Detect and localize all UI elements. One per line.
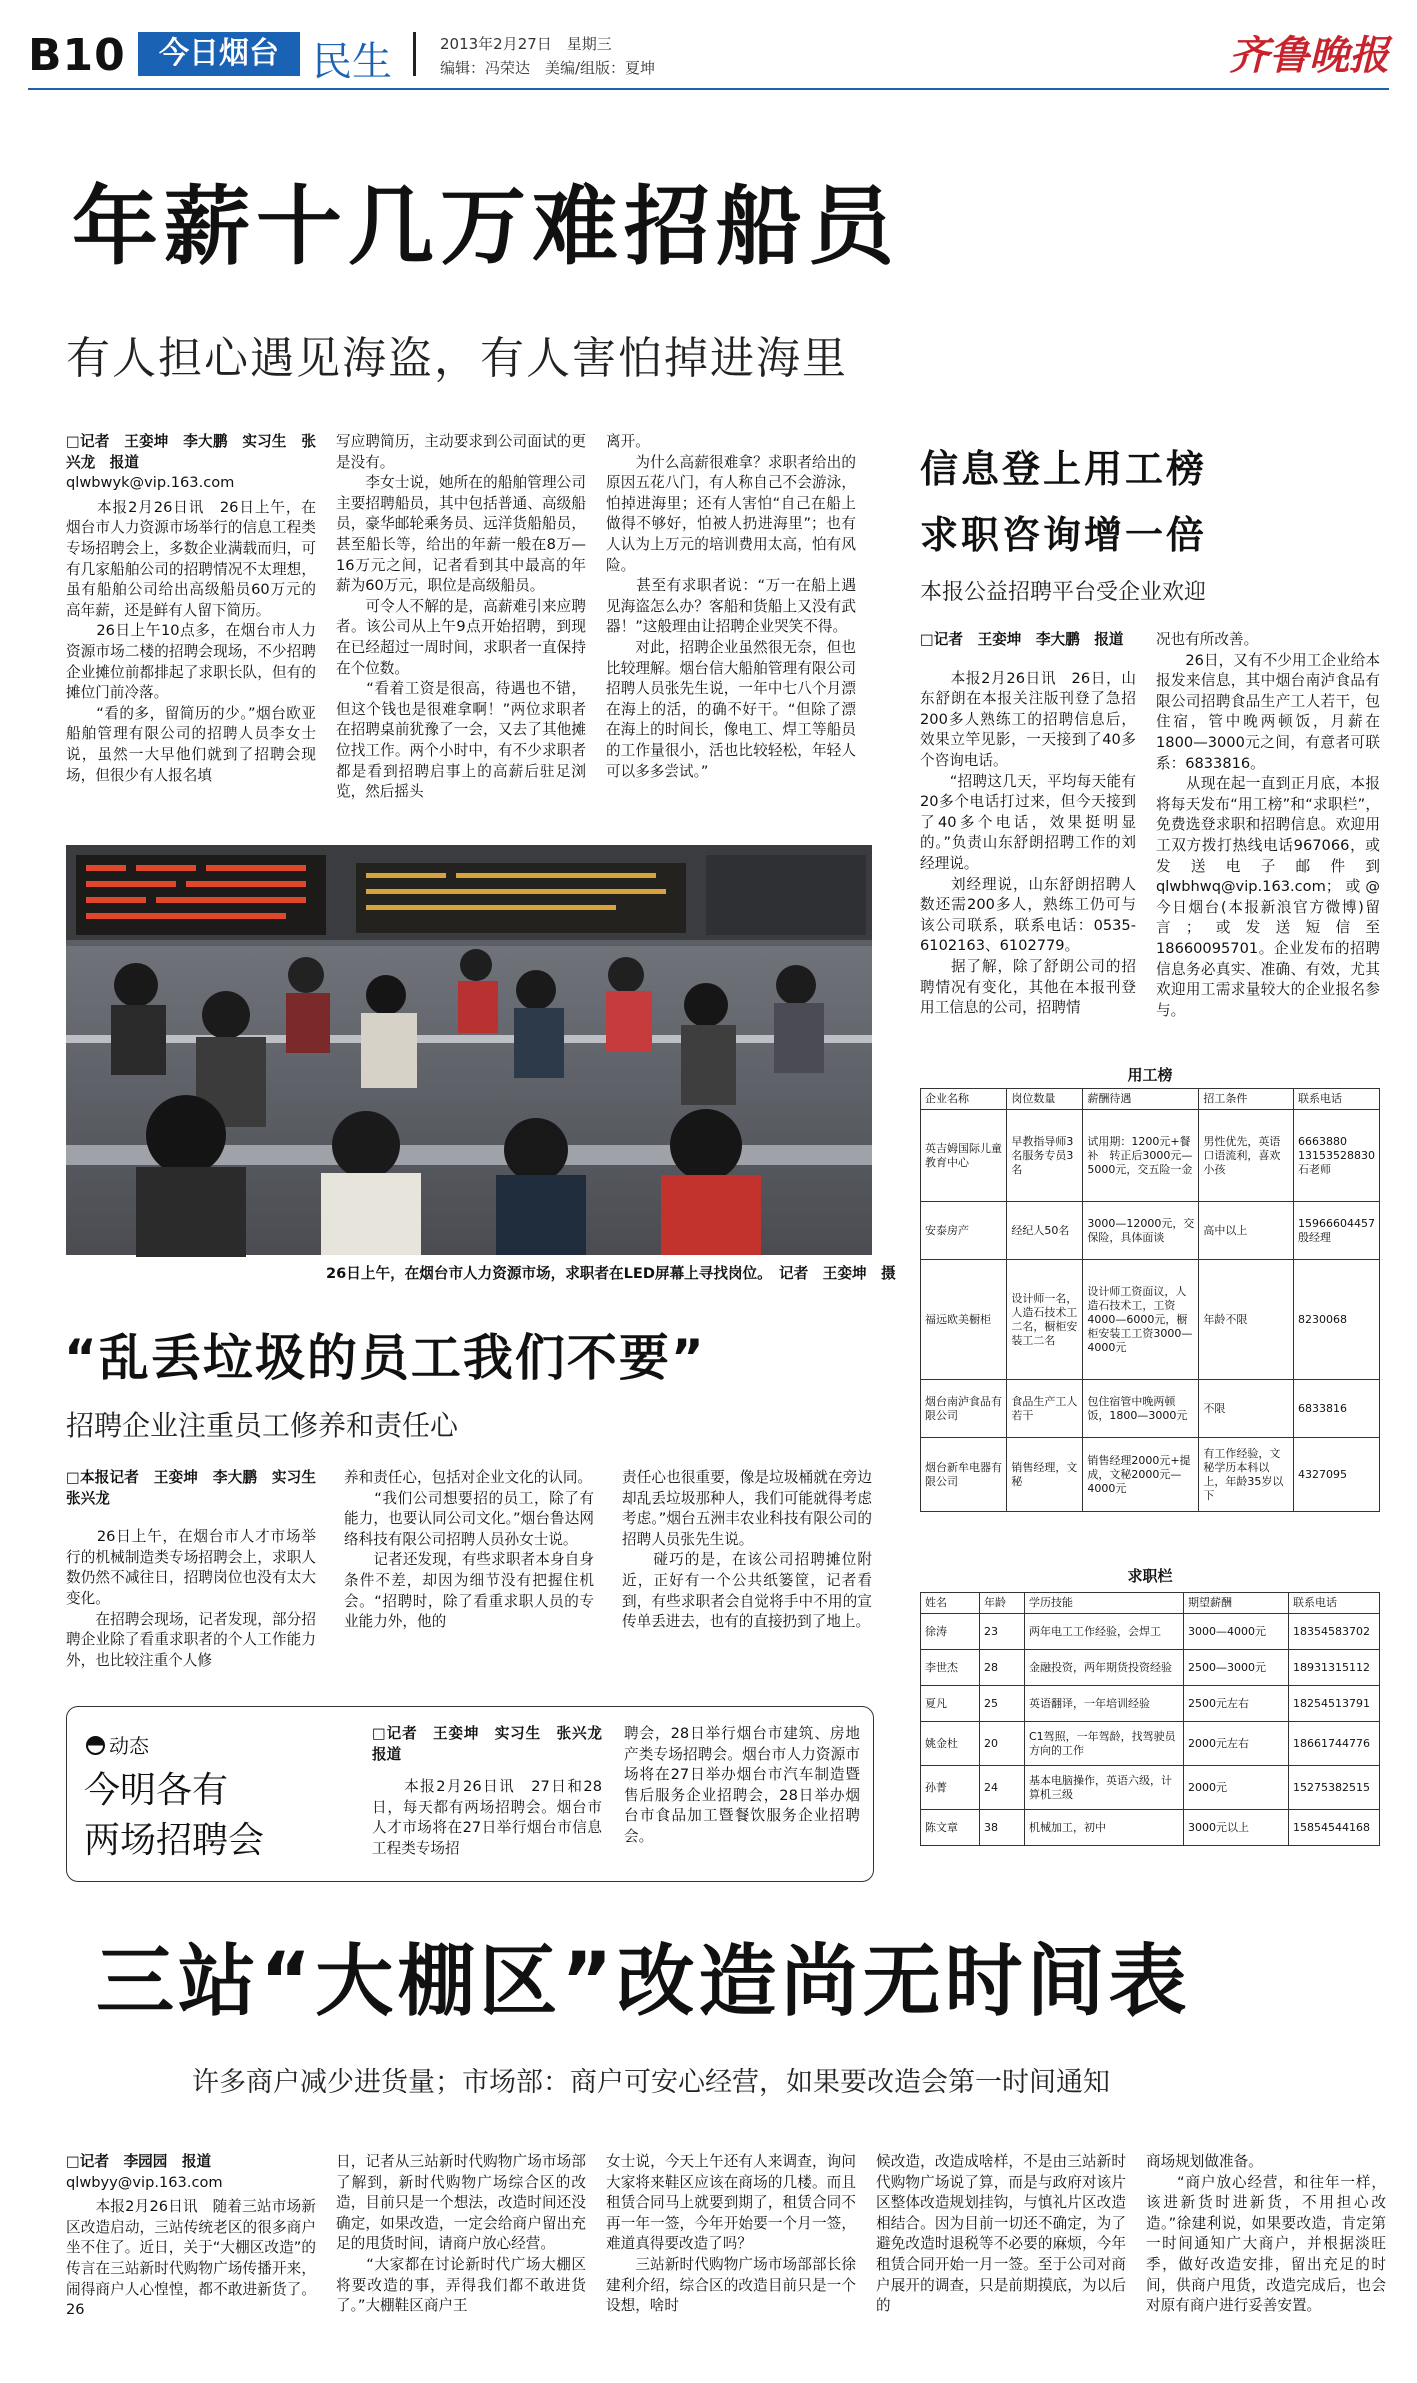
table-cell: 销售经理，文秘 (1007, 1438, 1083, 1512)
article-column (66, 432, 316, 832)
table-cell: 早教指导师3名服务专员3名 (1007, 1110, 1083, 1202)
table-cell: 3000元以上 (1184, 1810, 1289, 1846)
column-header: 薪酬待遇 (1083, 1089, 1199, 1110)
table-cell: 夏凡 (921, 1686, 980, 1722)
table-cell: 20 (980, 1722, 1025, 1766)
table-row (921, 1110, 1380, 1202)
column-header: 联系电话 (1294, 1089, 1380, 1110)
column-header: 联系电话 (1289, 1593, 1380, 1614)
table-header-row (921, 1593, 1380, 1614)
table-row (921, 1438, 1380, 1512)
table-cell: 不限 (1199, 1380, 1294, 1438)
table-cell: 经纪人50名 (1007, 1202, 1083, 1260)
table-row (921, 1380, 1380, 1438)
byline: □本报记者 王娈坤 李大鹏 实习生 张兴龙 (66, 1469, 331, 1507)
article-column (66, 1468, 331, 1698)
article-subheadline: 招聘企业注重员工修养和责任心 (66, 1409, 459, 1442)
column-text: 26日上午，在烟台市人才市场举行的机械制造类专场招聘会上，求职人数仍然不减往日，招聘岗位也没有太大变化。 在招聘会现场，记者发现，部分招聘企业除了看重求职者的个人工作能力外，也比较注重个人修 (66, 1528, 316, 1669)
table-cell: 2500元左右 (1184, 1686, 1289, 1722)
table-cell: 年龄不限 (1199, 1260, 1294, 1380)
article-column (66, 2152, 316, 2372)
table-cell: 机械加工，初中 (1025, 1810, 1184, 1846)
table-row (921, 1766, 1380, 1810)
brief-tag (86, 1730, 149, 1759)
jobs-table-title: 用工榜 (1127, 1066, 1173, 1084)
article-column (372, 1724, 617, 1874)
column-text: 商场规划做准备。 “商户放心经营，和往年一样，该进新货时进新货，不用担心改造。”徐建利说，如果要改造，肯定第一时间通知广大商户，并根据淡旺季，做好改造安排，留出充足的时间，供商户甩货，改造完成后，也会对原有商户进行妥善安置。 (1146, 2153, 1386, 2315)
column-text: 日，记者从三站新时代购物广场市场部了解到，新时代购物广场综合区的改造，目前只是一个想法，改造时间还没确定，如果改造，一定会给商户留出充足的甩货时间，请商户放心经营。 “大家都在讨论新时代广场大棚区将要改造的事，弄得我们都不敢进货了。”大棚鞋区商户王 (336, 2153, 586, 2315)
table-cell: 孙菁 (921, 1766, 980, 1810)
column-text: 本报2月26日讯 27日和28日，每天都有两场招聘会。烟台市人才市场将在27日举行烟台市信息工程类专场招 (372, 1778, 602, 1857)
table-cell: 食品生产工人若干 (1007, 1380, 1083, 1438)
table-cell: 有工作经验，文秘学历本科以上，年龄35岁以下 (1199, 1438, 1294, 1512)
column-header: 岗位数量 (1007, 1089, 1083, 1110)
header-divider (413, 32, 416, 76)
table-cell: 设计师工资面议，人造石技术工，工资4000—6000元，橱柜安装工工资3000—4000元 (1083, 1260, 1199, 1380)
table-cell: 28 (980, 1650, 1025, 1686)
table-cell: 姚金杜 (921, 1722, 980, 1766)
column-text: 写应聘简历，主动要求到公司面试的更是没有。 李女士说，她所在的船舶管理公司主要招聘船员，其中包括普通、高级船员，豪华邮轮乘务员、远洋货船船员，甚至船长等，给出的年薪一般在8万—16万元之间，记者看到其中最高的年薪为60万元，职位是高级船员。 可令人不解的是，高薪难引来应聘者。该公司从上午9点开始招聘，到现在已经超过一周时间，求职者一直保持在个位数。 “看着工资是很高，待遇也不错，但这个钱也是很难拿啊！”两位求职者在招聘桌前犹豫了一会，又去了其他摊位找工作。两个小时中，有不少求职者都是看到招聘启事上的高薪后驻足浏览，然后摇头 (336, 433, 586, 801)
article-subheadline: 许多商户减少进货量；市场部：商户可安心经营，如果要改造会第一时间通知 (192, 2067, 1110, 2098)
byline: □记者 李园园 报道 (66, 2153, 212, 2170)
tag-label: 动态 (109, 1734, 149, 1758)
article-column (920, 630, 1136, 1080)
table-cell: 安泰房产 (921, 1202, 1007, 1260)
column-text: 责任心也很重要，像是垃圾桶就在旁边却乱丢垃圾那种人，我们可能就得考虑考虑。”烟台五洲丰农业科技有限公司的招聘人员张先生说。 碰巧的是，在该公司招聘摊位附近，正好有一个公共纸篓筐，记者看到，有些求职者会自觉将手中不用的宣传单丢进去，也有的直接扔到了地上。 (622, 1469, 872, 1631)
table-cell: 18354583702 (1289, 1614, 1380, 1650)
table-cell: 18254513791 (1289, 1686, 1380, 1722)
jobs-table (920, 1088, 1380, 1528)
reporter-email: qlwbwyk@vip.163.com (66, 474, 235, 492)
table-cell: 38 (980, 1810, 1025, 1846)
table-cell: C1驾照，一年驾龄，找驾驶员方向的工作 (1025, 1722, 1184, 1766)
column-text: 养和责任心，包括对企业文化的认同。 “我们公司想要招的员工，除了有能力，也要认同公司文化。”烟台鲁达网络科技有限公司招聘人员孙女士说。 记者还发现，有些求职者本身自身条件不差，却因为细节没有把握住机会。“招聘时，除了看重求职人员的专业能力外，他的 (344, 1469, 594, 1631)
table-row (921, 1202, 1380, 1260)
editor-credits: 编辑：冯荣达 美编/组版：夏坤 (440, 59, 656, 77)
column-text: 本报2月26日讯 26日上午，在烟台市人力资源市场举行的信息工程类专场招聘会上，多数企业满载而归，可有几家船舶公司的招聘情况不太理想，虽有船舶公司给出高级船员60万元的高年薪，还是鲜有人留下简历。 26日上午10点多，在烟台市人力资源市场二楼的招聘会现场，不少招聘企业摊位前都排起了求职长队，但有的摊位门前冷落。 “看的多，留简历的少。”烟台欧亚船舶管理有限公司的招聘人员李女士说，虽然一大早他们就到了招聘会现场，但很少有人报名填 (66, 498, 316, 784)
table-cell: 试用期：1200元+餐补 转正后3000元—5000元，交五险一金 (1083, 1110, 1199, 1202)
photo-illustration (66, 845, 872, 1255)
column-header: 学历技能 (1025, 1593, 1184, 1614)
table-cell: 6663880 13153528830石老师 (1294, 1110, 1380, 1202)
brief-headline (84, 1766, 264, 1866)
table-cell: 18931315112 (1289, 1650, 1380, 1686)
article-headline: 三站“大棚区”改造尚无时间表 (96, 1937, 1191, 2027)
table-cell: 销售经理2000元+提成，文秘2000元—4000元 (1083, 1438, 1199, 1512)
section-tab[interactable]: 今日烟台 (138, 32, 300, 76)
article-subheadline: 有人担心遇见海盗，有人害怕掉进海里 (66, 333, 848, 384)
table-cell: 2000元左右 (1184, 1722, 1289, 1766)
column-header: 年龄 (980, 1593, 1025, 1614)
header-info (440, 32, 655, 80)
table-cell: 3000—12000元，交保险，具体面谈 (1083, 1202, 1199, 1260)
section-subtitle: 民生 (312, 39, 392, 85)
table-row (921, 1650, 1380, 1686)
byline: □记者 王娈坤 李大鹏 实习生 张兴龙 报道 (66, 433, 316, 471)
column-header: 企业名称 (921, 1089, 1007, 1110)
table-cell: 高中以上 (1199, 1202, 1294, 1260)
table-cell: 15966604457殷经理 (1294, 1202, 1380, 1260)
reporter-email: qlwbyy@vip.163.com (66, 2173, 223, 2191)
table-cell: 设计师一名，人造石技术工二名，橱柜安装工二名 (1007, 1260, 1083, 1380)
article-headline: “乱丢垃圾的员工我们不要” (64, 1329, 706, 1387)
column-text: 本报2月26日讯 26日，山东舒朗在本报关注版刊登了急招200多人熟练工的招聘信息后，效果立竿见影，一天接到了40多个咨询电话。 “招聘这几天，平均每天能有20多个电话打过来，但今天接到了40多个电话，效果挺明显的。”负责山东舒朗招聘工作的刘经理说。 刘经理说，山东舒朗招聘人数还需200多人，熟练工仍可与该公司联系，联系电话：0535-6102163、6102779。 据了解，除了舒朗公司的招聘情况有变化，其他在本报刊登用工信息的公司，招聘情 (920, 669, 1136, 1017)
article-subheadline: 本报公益招聘平台受企业欢迎 (920, 580, 1207, 605)
column-text: 女士说，今天上午还有人来调查，询问大家将来鞋区应该在商场的几楼。而且租赁合同马上就要到期了，租赁合同不再一年一签，今年开始要一个月一签，难道真得要改造了吗？ 三站新时代购物广场市场部部长徐建利介绍，综合区的改造目前只是一个设想，啥时 (606, 2153, 856, 2315)
table-row (921, 1686, 1380, 1722)
column-text: 候改造，改造成啥样，不是由三站新时代购物广场说了算，而是与政府对该片区整体改造规划挂钩，与慎礼片区改造相结合。因为目前一切还不确定，为了避免改造时退税等不必要的麻烦，今年租赁合同开始一月一签。至于公司对商户展开的调查，只是前期摸底，为以后的 (876, 2153, 1126, 2315)
column-text: 离开。 为什么高薪很难拿？求职者给出的原因五花八门，有人称自己不会游泳，怕掉进海里；还有人害怕“自己在船上做得不够好，怕被人扔进海里”；也有人认为上万元的培训费用太高，怕有风险。 甚至有求职者说：“万一在船上遇见海盗怎么办？客船和货船上又没有武器！”这般理由让招聘企业哭笑不得。 对此，招聘企业虽然很无奈，但也比较理解。烟台信大船舶管理有限公司招聘人员张先生说，一年中七八个月漂在海上的活，的确不好干。“但除了漂在海上的时间长，像电工、焊工等船员的工作量很小，活也比较轻松，年轻人可以多多尝试。” (606, 433, 856, 780)
newspaper-logo: 齐鲁晚报 (1229, 32, 1389, 79)
table-cell: 4327095 (1294, 1438, 1380, 1512)
table-cell: 李世杰 (921, 1650, 980, 1686)
table-header-row (921, 1089, 1380, 1110)
table-cell: 烟台南泸食品有限公司 (921, 1380, 1007, 1438)
table-cell: 基本电脑操作，英语六级，计算机三级 (1025, 1766, 1184, 1810)
byline: □记者 王娈坤 实习生 张兴龙 报道 (372, 1725, 617, 1763)
table-cell: 8230068 (1294, 1260, 1380, 1380)
table-cell: 烟台新牟电器有限公司 (921, 1438, 1007, 1512)
header-rule (28, 88, 1389, 90)
table-row (921, 1810, 1380, 1846)
issue-date: 2013年2月27日 星期三 (440, 35, 612, 53)
table-cell: 15275382515 (1289, 1766, 1380, 1810)
table-cell: 陈文章 (921, 1810, 980, 1846)
brief-headline-line: 两场招聘会 (84, 1820, 265, 1861)
column-text: 聘会，28日举行烟台市建筑、房地产类专场招聘会。烟台市人力资源市场将在27日举办烟台市汽车制造暨售后服务企业招聘会，28日举办烟台市食品加工暨餐饮服务企业招聘会。 (624, 1725, 860, 1845)
column-header: 期望薪酬 (1184, 1593, 1289, 1614)
tag-icon (86, 1736, 105, 1755)
table-cell: 6833816 (1294, 1380, 1380, 1438)
seekers-table-title: 求职栏 (1127, 1567, 1173, 1585)
column-header: 姓名 (921, 1593, 980, 1614)
table-cell: 福远欧美橱柜 (921, 1260, 1007, 1380)
article-headline: 年薪十几万难招船员 (72, 177, 900, 277)
table-row (921, 1722, 1380, 1766)
article-headline: 求职咨询增一倍 (920, 513, 1208, 557)
column-header: 招工条件 (1199, 1089, 1294, 1110)
table-cell: 2000元 (1184, 1766, 1289, 1810)
table-row (921, 1260, 1380, 1380)
table-cell: 24 (980, 1766, 1025, 1810)
table-cell: 英语翻译，一年培训经验 (1025, 1686, 1184, 1722)
table-cell: 男性优先，英语口语流利，喜欢小孩 (1199, 1110, 1294, 1202)
news-photo (66, 845, 872, 1255)
byline: □记者 王娈坤 李大鹏 报道 (920, 631, 1124, 648)
table-cell: 英吉姆国际儿童教育中心 (921, 1110, 1007, 1202)
table-cell: 徐涛 (921, 1614, 980, 1650)
table-row (921, 1614, 1380, 1650)
brief-headline-line: 今明各有 (84, 1770, 229, 1811)
table-cell: 23 (980, 1614, 1025, 1650)
table-cell: 包住宿管中晚两顿饭，1800—3000元 (1083, 1380, 1199, 1438)
column-text: 本报2月26日讯 随着三站市场新区改造启动，三站传统老区的很多商户坐不住了。近日，关于“大棚区改造”的传言在三站新时代购物广场传播开来，闹得商户人心惶惶，都不敢进新货了。26 (66, 2198, 316, 2319)
article-headline: 信息登上用工榜 (920, 447, 1208, 491)
table-cell: 18661744776 (1289, 1722, 1380, 1766)
column-text: 况也有所改善。 26日，又有不少用工企业给本报发来信息，其中烟台南泸食品有限公司招聘食品生产工人若干，包住宿，管中晚两顿饭，月薪在1800—3000元之间，有意者可联系：6833816。 从现在起一直到正月底，本报将每天发布“用工榜”和“求职栏”，免费选登求职和招聘信息。欢迎用工双方拨打热线电话967066，或发送电子邮件到qlwbhwq@vip.163.com；或@今日烟台(本报新浪官方微博)留言；或发送短信至18660095701。企业发布的招聘信息务必真实、准确、有效，尤其欢迎用工需求量较大的企业报名参与。 (1156, 631, 1380, 1019)
page-number: B10 (28, 30, 126, 81)
table-cell: 3000—4000元 (1184, 1614, 1289, 1650)
photo-caption: 26日上午，在烟台市人力资源市场，求职者在LED屏幕上寻找岗位。 记者 王娈坤 摄 (326, 1265, 896, 1282)
table-cell: 15854544168 (1289, 1810, 1380, 1846)
seekers-table (920, 1592, 1380, 1910)
table-cell: 25 (980, 1686, 1025, 1722)
table-cell: 2500—3000元 (1184, 1650, 1289, 1686)
table-cell: 两年电工工作经验，会焊工 (1025, 1614, 1184, 1650)
table-cell: 金融投资，两年期货投资经验 (1025, 1650, 1184, 1686)
